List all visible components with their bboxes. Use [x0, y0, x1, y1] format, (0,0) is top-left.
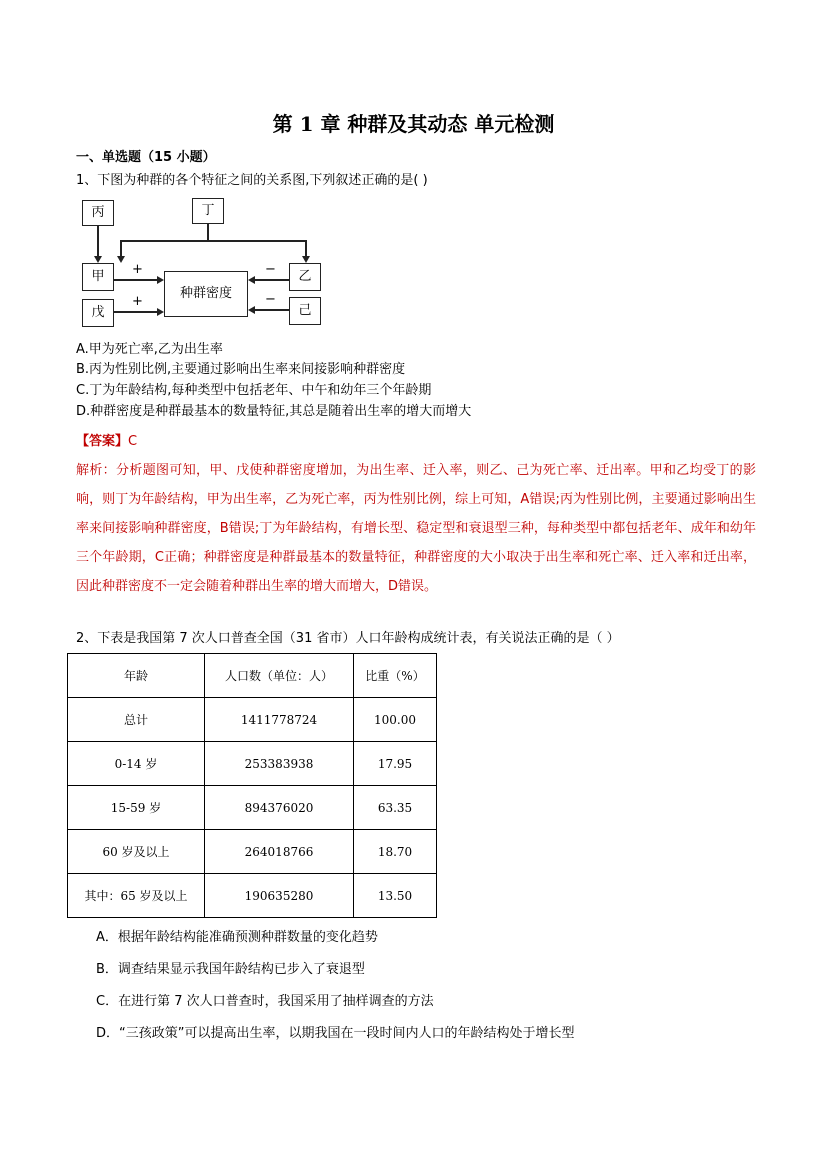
box-jia: 甲 — [82, 263, 114, 291]
table-row — [68, 830, 437, 874]
plus-sign: + — [132, 294, 143, 309]
box-ding: 丁 — [192, 198, 224, 224]
arrow-head — [157, 276, 164, 284]
answer-value: C — [128, 434, 138, 449]
table-cell: 63.35 — [354, 786, 437, 830]
table-cell: 1411778724 — [205, 698, 354, 742]
answer-label: 【答案】 — [76, 434, 129, 449]
arrow-head — [302, 256, 310, 263]
table-cell: 60 岁及以上 — [68, 830, 205, 874]
box-wu: 戊 — [82, 299, 114, 327]
page-title: 第 1 章 种群及其动态 单元检测 — [272, 112, 555, 136]
question-1-analysis: 解析：分析题图可知，甲、戊使种群密度增加，为出生率、迁入率，则乙、己为死亡率、迁出率。甲和乙均受丁的影响，则丁为年龄结构，甲为出生率，乙为死亡率，丙为性别比例，综上可知，A错误;丙为性别比例，主要通过影响出生率来间接影响种群密度，B错误;丁为年龄结构，有增长型、稳定型和衰退型三种，每种类型中都包括老年、成年和幼年三个年龄期，C正确；种群密度是种群最基本的数量特征，种群密度的大小取决于出生率和死亡率、迁入率和迁出率，因此种群密度不一定会随着种群出生率的增大而增大，D错误。 — [76, 463, 756, 594]
plus-sign: + — [132, 262, 143, 277]
box-ji: 己 — [289, 297, 321, 325]
table-cell: 190635280 — [205, 874, 354, 918]
table-header: 比重（%） — [354, 654, 437, 698]
question-2-option-c: C．在进行第 7 次人口普查时，我国采用了抽样调查的方法 — [96, 994, 434, 1009]
table-header-row — [68, 654, 437, 698]
table-cell: 0-14 岁 — [68, 742, 205, 786]
table-row — [68, 874, 437, 918]
connector-line — [305, 240, 307, 256]
question-1-stem: 1、下图为种群的各个特征之间的关系图,下列叙述正确的是( ) — [76, 173, 428, 188]
table-cell: 18.70 — [354, 830, 437, 874]
connector-line — [255, 309, 289, 311]
box-population-density: 种群密度 — [164, 271, 248, 317]
section-heading: 一、单选题（15 小题） — [76, 150, 216, 165]
table-row — [68, 786, 437, 830]
table-cell: 17.95 — [354, 742, 437, 786]
table-cell: 13.50 — [354, 874, 437, 918]
connector-line — [120, 240, 122, 256]
box-bing: 丙 — [82, 200, 114, 226]
question-2-option-a: A．根据年龄结构能准确预测种群数量的变化趋势 — [96, 930, 378, 945]
question-1-option-d: D.种群密度是种群最基本的数量特征,其总是随着出生率的增大而增大 — [76, 404, 472, 419]
connector-line — [207, 224, 209, 241]
minus-sign: − — [265, 292, 276, 307]
arrow-head — [248, 306, 255, 314]
table-cell: 264018766 — [205, 830, 354, 874]
minus-sign: − — [265, 262, 276, 277]
question-1-option-a: A.甲为死亡率,乙为出生率 — [76, 342, 223, 357]
arrow-head — [248, 276, 255, 284]
arrow-head — [117, 256, 125, 263]
arrow-head — [157, 308, 164, 316]
box-yi: 乙 — [289, 263, 321, 291]
connector-line — [114, 279, 158, 281]
connector-line — [97, 226, 99, 256]
table-cell: 其中：65 岁及以上 — [68, 874, 205, 918]
table-row — [68, 742, 437, 786]
census-age-table — [67, 653, 437, 918]
table-cell: 253383938 — [205, 742, 354, 786]
connector-line — [120, 240, 306, 242]
question-2-option-b: B．调查结果显示我国年龄结构已步入了衰退型 — [96, 962, 365, 977]
table-header: 年龄 — [68, 654, 205, 698]
question-1-option-c: C.丁为年龄结构,每种类型中包括老年、中午和幼年三个年龄期 — [76, 383, 432, 398]
arrow-head — [94, 256, 102, 263]
connector-line — [114, 311, 158, 313]
question-1-answer — [76, 430, 137, 449]
table-header: 人口数（单位：人） — [205, 654, 354, 698]
population-relationship-diagram — [80, 196, 330, 330]
table-row — [68, 698, 437, 742]
question-2-option-d: D．“三孩政策”可以提高出生率，以期我国在一段时间内人口的年龄结构处于增长型 — [96, 1026, 575, 1041]
table-cell: 15-59 岁 — [68, 786, 205, 830]
question-1-option-b: B.丙为性别比例,主要通过影响出生率来间接影响种群密度 — [76, 362, 406, 377]
question-2-stem: 2、下表是我国第 7 次人口普查全国（31 省市）人口年龄构成统计表，有关说法正确的是（ ） — [76, 631, 620, 646]
table-cell: 100.00 — [354, 698, 437, 742]
connector-line — [255, 279, 289, 281]
table-cell: 894376020 — [205, 786, 354, 830]
table-cell: 总计 — [68, 698, 205, 742]
